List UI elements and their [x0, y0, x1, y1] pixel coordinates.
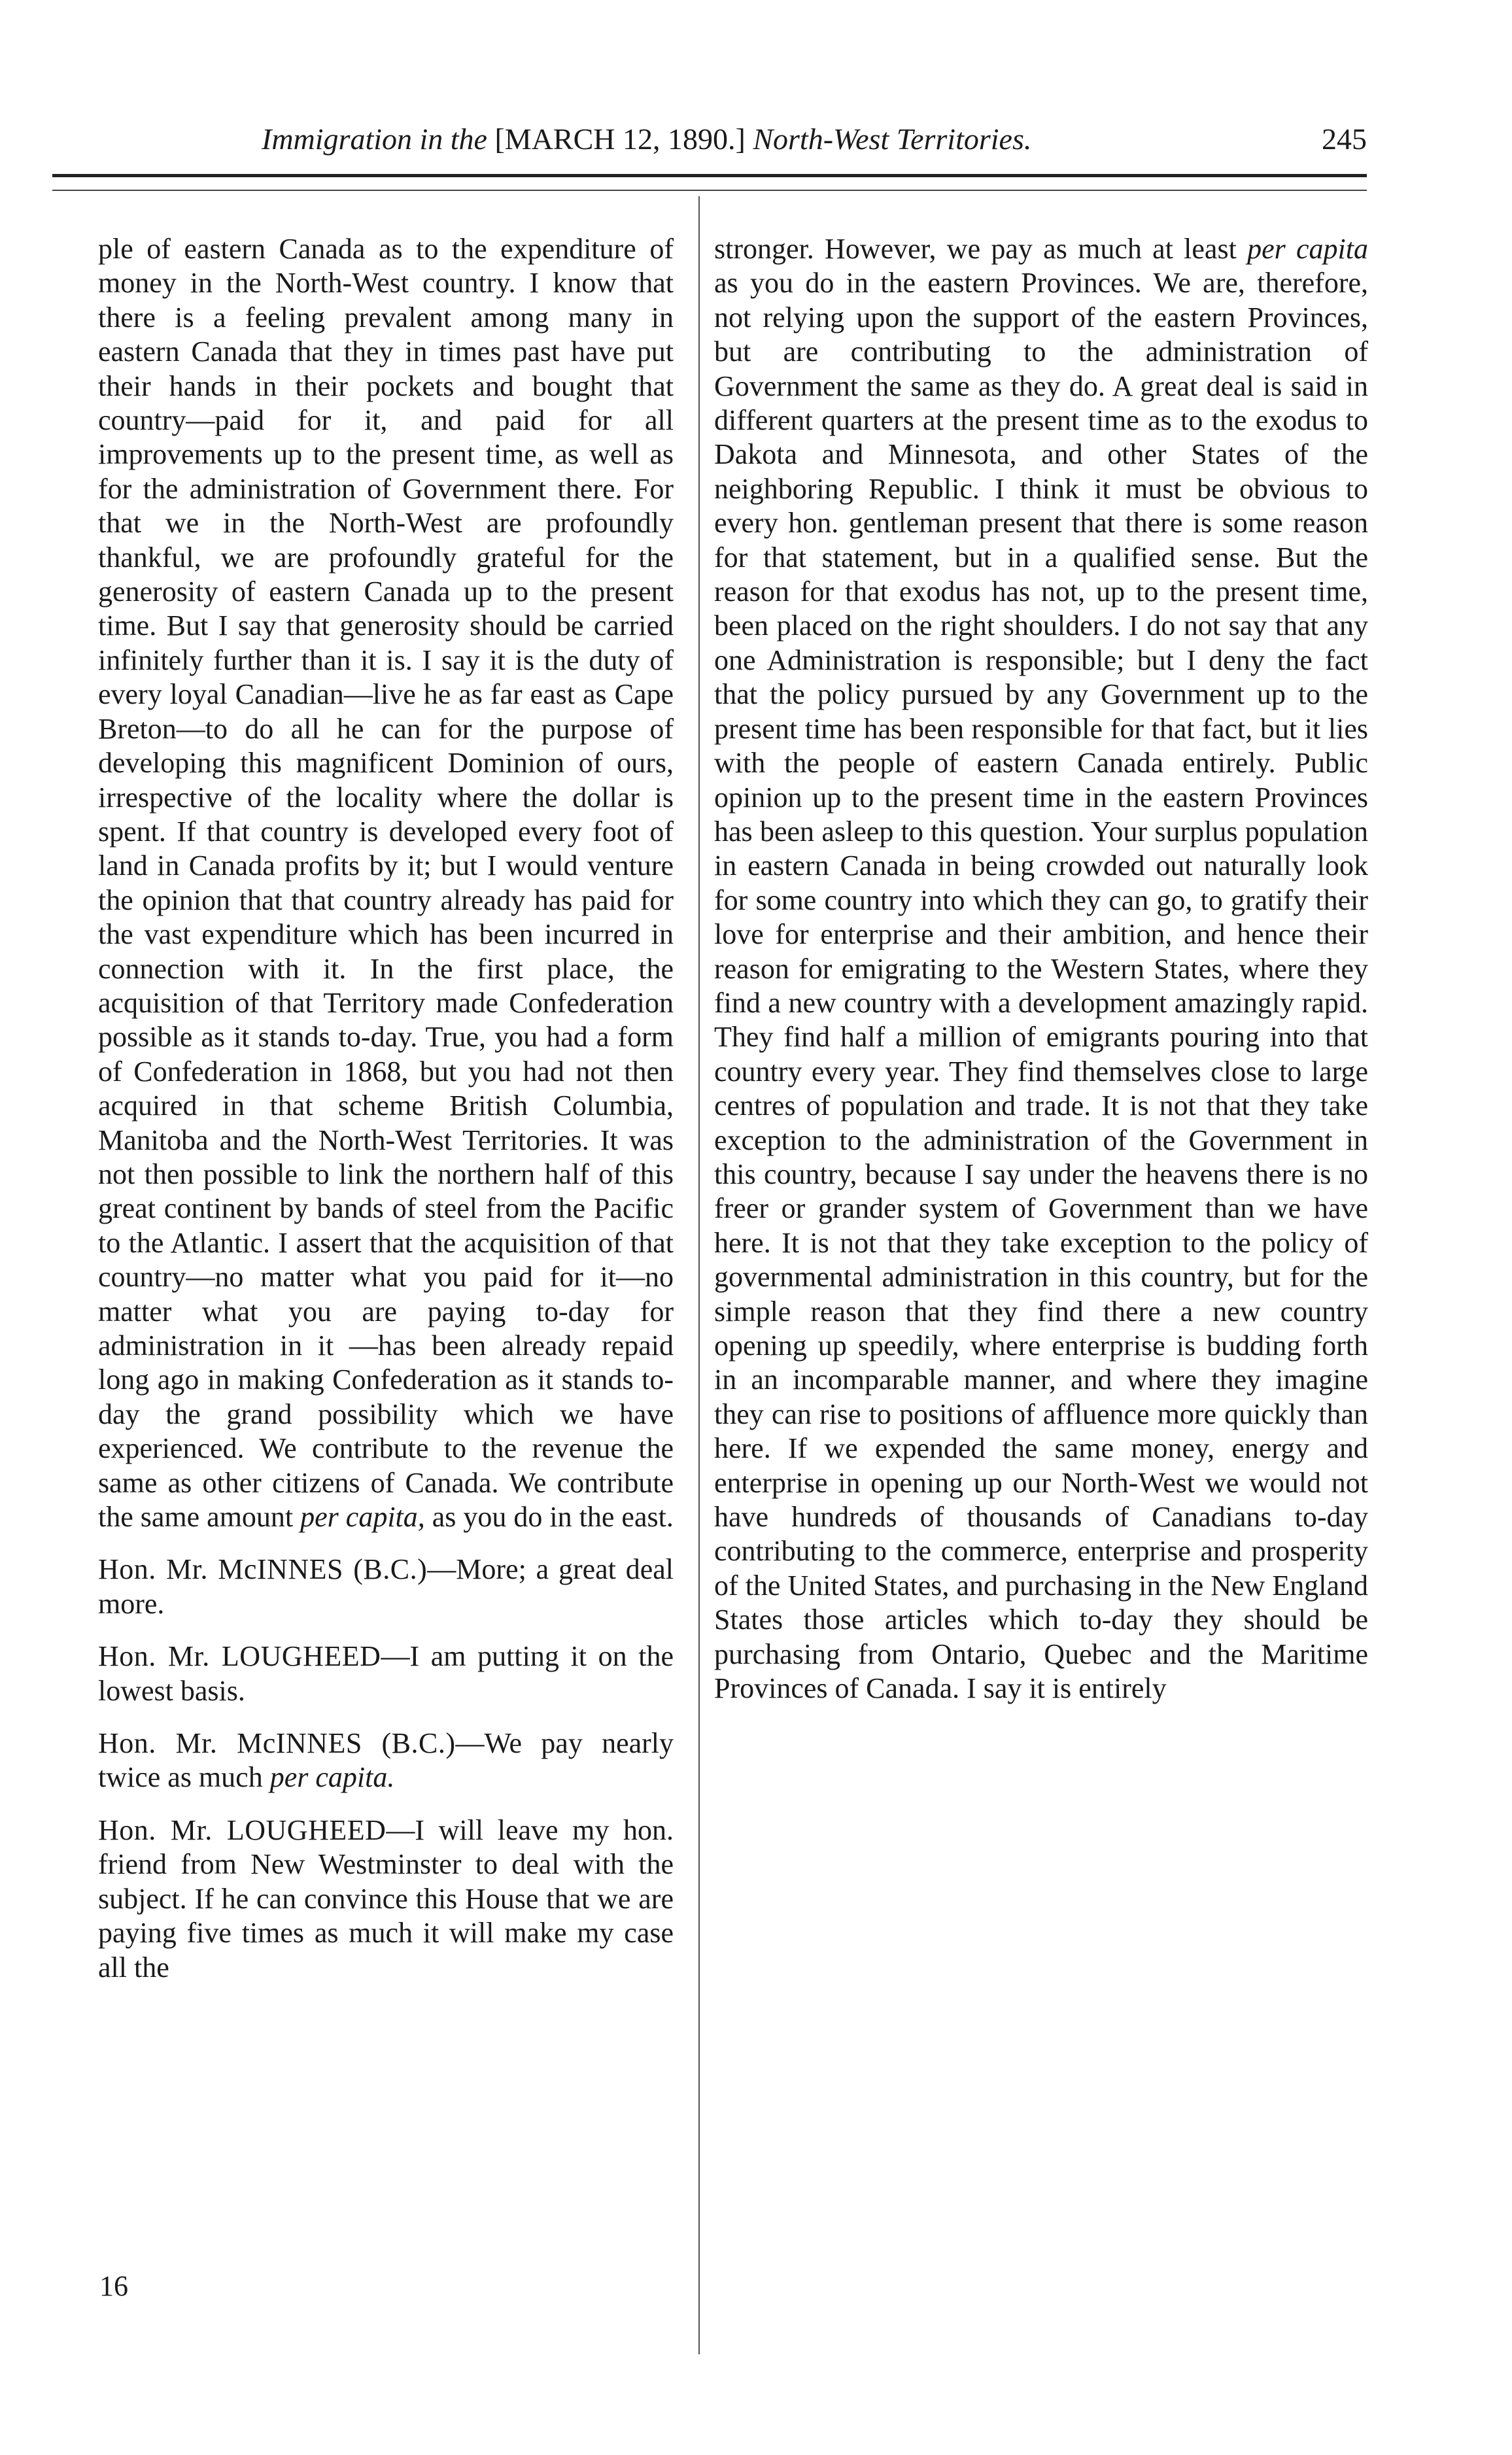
exchange-mcinnes-1 — [98, 1553, 674, 1621]
left-paragraph-end: as you do in the east. — [432, 1501, 674, 1534]
running-header — [216, 116, 1367, 162]
speaker-name: Hon. Mr. LOUGHEED — [98, 1813, 387, 1846]
left-column — [98, 232, 674, 1985]
page-number: 245 — [1322, 122, 1367, 156]
speech-text: —More; a great deal more. — [98, 1553, 674, 1620]
right-text-part2: as you do in the eastern Provinces. We are, therefore, not relying upon the support of the eastern Provinces, but are contributing to the administration of Government the same as they do. A great deal is said in different quarters at the present time as to the exodus to Dakota and Minnesota, and other States of the neighboring Republic. I think it must be obvious to every hon. gentleman present that there is some reason for that statement, but in a qualified sense. But the reason for that exodus has not, up to the present time, been placed on the right shoulders. I do not say that any one Administration is responsible; but I deny the fact that the policy pursued by any Government up to the present time has been responsible for that fact, but it lies with the people of eastern Canada entirely. Public opinion up to the present time in the eastern Provinces has been asleep to this question. Your surplus population in eastern Canada in being crowded out naturally look for some country into which they can go, to gratify their love for enterprise and their ambition, and hence their reason for emigrating to the Western States, where they find a new country with a development amazingly rapid. They find half a million of emigrants pouring into that country every year. They find themselves close to large centres of population and trade. It is not that they take exception to the administration of the Government in this country, because I say under the heavens there is no freer or grander system of Government than we have here. It is not that they take exception to the policy of governmental administration in this country, but for the simple reason that they find there a new country opening up speedily, where enterprise is budding forth in an incomparable manner, and where they imagine they can rise to positions of affluence more quickly than here. If we expended the same money, energy and enterprise in opening up our North-West we would not have hundreds of thousands of Canadians to-day contributing to the commerce, enterprise and prosperity of the United States, and purchasing in the New England States those articles which to-day they should be purchasing from Ontario, Quebec and the Maritime Provinces of Canada. I say it is entirely — [714, 267, 1368, 1705]
header-rule-thin — [52, 190, 1367, 191]
exchange-mcinnes-2 — [98, 1726, 674, 1795]
speech-italic: per capita. — [269, 1761, 395, 1794]
running-title-part2: North-West Territories. — [753, 122, 1032, 156]
header-rule-thick — [52, 174, 1367, 177]
exchange-lougheed-2 — [98, 1813, 674, 1985]
left-paragraph-main — [98, 232, 674, 1534]
speech-text: —We pay nearly twice as much — [98, 1727, 674, 1794]
right-paragraph — [714, 232, 1368, 1706]
running-title-part1: Immigration in the — [262, 122, 487, 156]
speaker-name: Hon. Mr. McINNES (B.C.) — [98, 1727, 456, 1760]
running-title — [262, 116, 1031, 162]
left-paragraph-text: ple of eastern Canada as to the expenditure of money in the North-West country. I know that there is a feeling prevalent among many in eastern Canada that they in times past have put their hands in their pockets and bought that country—paid for it, and paid for all improvements up to the present time, as well as for the administration of Government there. For that we in the North-West are profoundly thankful, we are profoundly grateful for the generosity of eastern Canada up to the present time. But I say that generosity should be carried infinitely further than it is. I say it is the duty of every loyal Canadian—live he as far east as Cape Breton—to do all he can for the purpose of developing this magnificent Dominion of ours, irrespective of the locality where the dollar is spent. If that country is developed every foot of land in Canada profits by it; but I would venture the opinion that that country already has paid for the vast expenditure which has been incurred in connection with it. In the first place, the acquisition of that Territory made Confederation possible as it stands to-day. True, you had a form of Confederation in 1868, but you had not then acquired in that scheme British Columbia, Manitoba and the North-West Territories. It was not then possible to link the northern half of this great continent by bands of steel from the Pacific to the Atlantic. I assert that the acquisition of that country—no matter what you paid for it—no matter what you are paying to-day for administration in it —has been already repaid long ago in making Confederation as it stands to-day the grand possibility which we have experienced. We contribute to the revenue the same as other citizens of Canada. We contribute the same amount — [98, 233, 674, 1534]
speech-text: —I am putting it on the lowest basis. — [98, 1640, 674, 1707]
signature-mark: 16 — [99, 2270, 128, 2302]
speaker-name: Hon. Mr. LOUGHEED — [98, 1640, 381, 1673]
right-text-part1: stronger. However, we pay as much at least — [714, 233, 1237, 265]
speaker-name: Hon. Mr. McINNES (B.C.) — [98, 1553, 428, 1586]
exchange-lougheed-1 — [98, 1640, 674, 1708]
column-divider — [698, 196, 700, 2354]
speech-text: —I will leave my hon. friend from New Westminster to deal with the subject. If he can convince this House that we are paying five times as much it will make my case all the — [98, 1813, 674, 1983]
right-column — [714, 232, 1368, 1706]
left-paragraph-italic: per capita, — [300, 1501, 425, 1534]
right-text-italic: per capita — [1247, 233, 1368, 265]
session-date: [MARCH 12, 1890.] — [494, 122, 746, 156]
